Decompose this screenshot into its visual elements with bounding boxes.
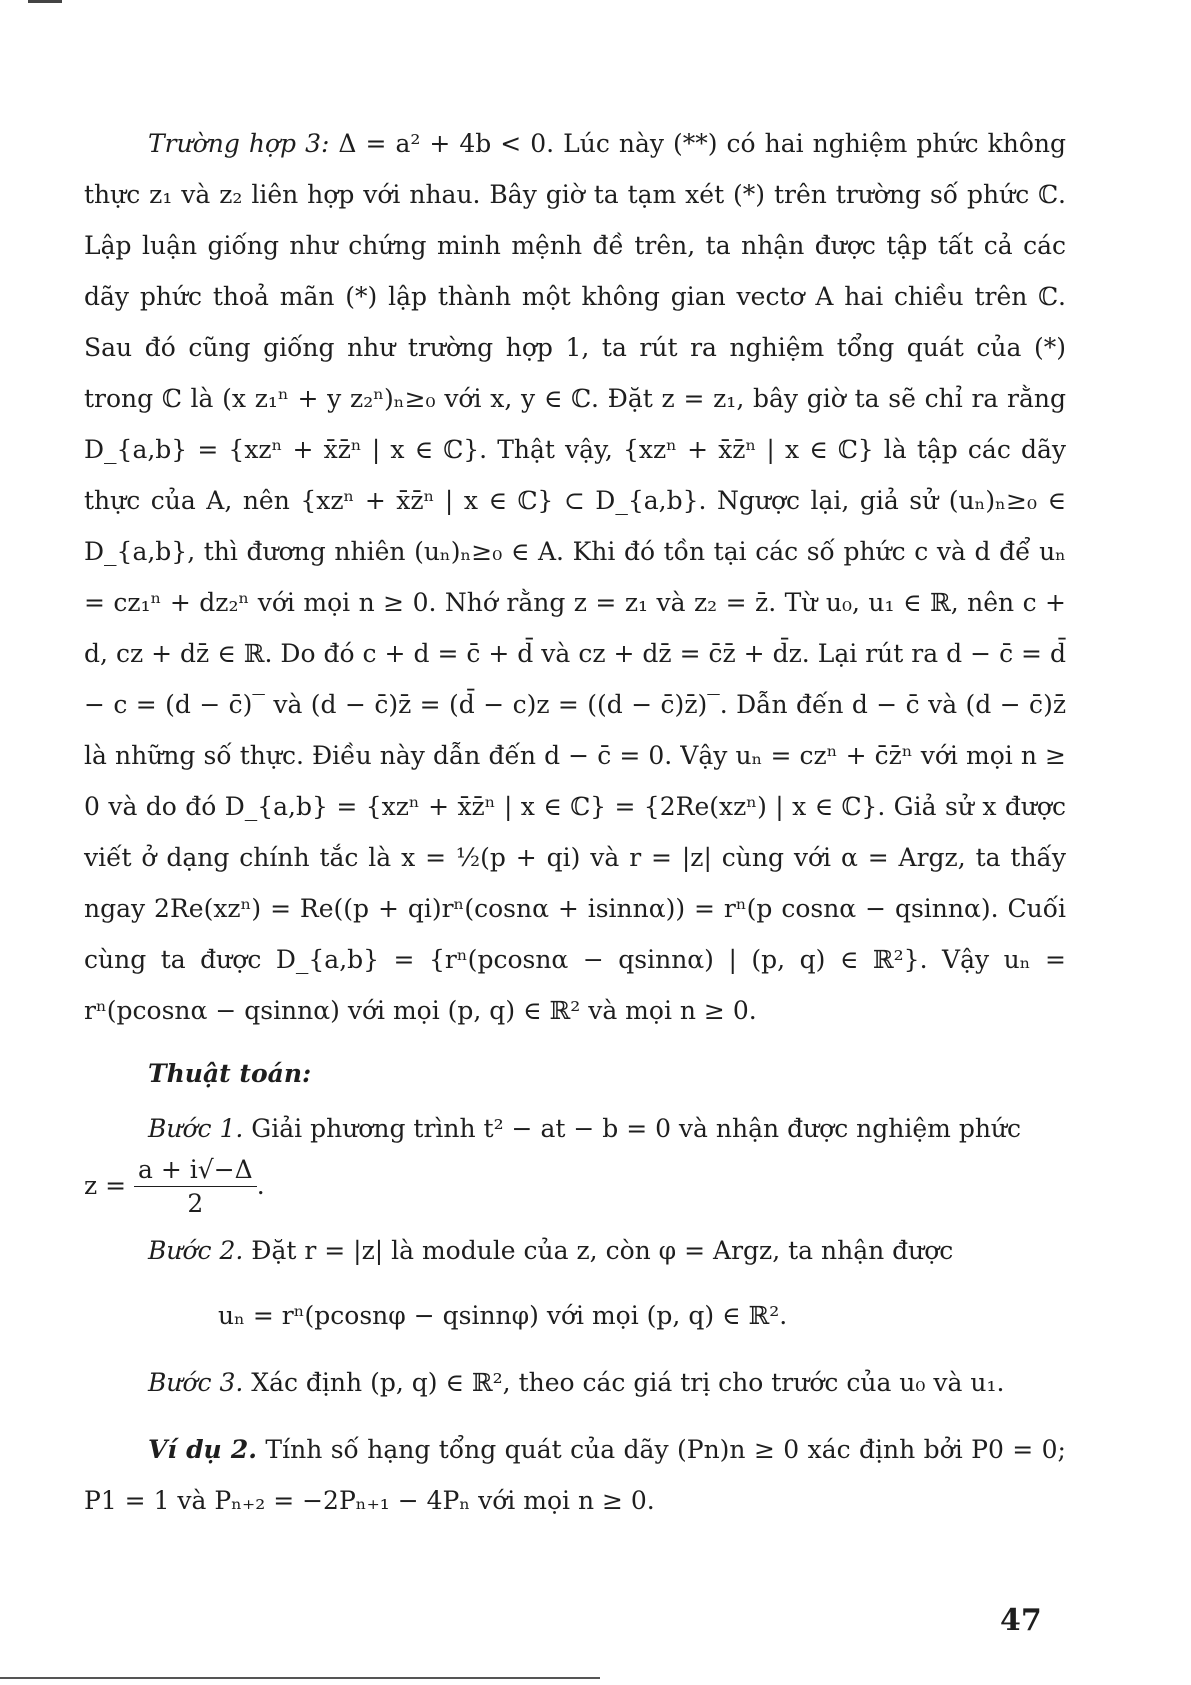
step2-text: Đặt r = |z| là module của z, còn φ = Argz, ta nhận được [243, 1236, 954, 1265]
example-text: Tính số hạng tổng quát của dãy (Pn)n ≥ 0 xác định bởi P0 = 0; P1 = 1 và Pₙ₊₂ = −2Pₙ₊₁ − 4Pₙ với mọi n ≥ 0. [84, 1435, 1066, 1515]
scan-corner-mark [28, 0, 62, 3]
step1-text: Giải phương trình t² − at − b = 0 và nhận được nghiệm phức [243, 1114, 1022, 1143]
step3-text: Xác định (p, q) ∈ ℝ², theo các giá trị cho trước của u₀ và u₁. [243, 1368, 1005, 1397]
case3-text: Δ = a² + 4b < 0. Lúc này (**) có hai nghiệm phức không thực z₁ và z₂ liên hợp với nhau. Bây giờ ta tạm xét (*) trên trường số phức ℂ. Lập luận giống như chứng minh mệnh đề trên, ta nhận được tập tất cả các dãy phức thoả mãn (*) lập thành một không gian vectơ A hai chiều trên ℂ. Sau đó cũng giống như trường hợp 1, ta rút ra nghiệm tổng quát của (*) trong ℂ là (x z₁ⁿ + y z₂ⁿ)ₙ≥₀ với x, y ∈ ℂ. Đặt z = z₁, bây giờ ta sẽ chỉ ra rằng D_{a,b} = {xzⁿ + x̄z̄ⁿ | x ∈ ℂ}. Thật vậy, {xzⁿ + x̄z̄ⁿ | x ∈ ℂ} là tập các dãy thực của A, nên {xzⁿ + x̄z̄ⁿ | x ∈ ℂ} ⊂ D_{a,b}. Ngược lại, giả sử (uₙ)ₙ≥₀ ∈ D_{a,b}, thì đương nhiên (uₙ)ₙ≥₀ ∈ A. Khi đó tồn tại các số phức c và d để uₙ = cz₁ⁿ + dz₂ⁿ với mọi n ≥ 0. Nhớ rằng z = z₁ và z₂ = z̄. Từ u₀, u₁ ∈ ℝ, nên c + d, cz + dz̄ ∈ ℝ. Do đó c + d = c̄ + d̄ và cz + dz̄ = c̄z̄ + d̄z. Lại rút ra d − c̄ = d̄ − c = (d − c̄)‾ và (d − c̄)z̄ = (d̄ − c)z = ((d − c̄)z̄)‾. Dẫn đến d − c̄ và (d − c̄)z̄ là những số thực. Điều này dẫn đến d − c̄ = 0. Vậy uₙ = czⁿ + c̄z̄ⁿ với mọi n ≥ 0 và do đó D_{a,b} = {xzⁿ + x̄z̄ⁿ | x ∈ ℂ} = {2Re(xzⁿ) | x ∈ ℂ}. Giả sử x được viết ở dạng chính tắc là x = ½(p + qi) và r = |z| cùng với α = Argz, ta thấy ngay 2Re(xzⁿ) = Re((p + qi)rⁿ(cosnα + isinnα)) = rⁿ(p cosnα − qsinnα). Cuối cùng ta được D_{a,b} = {rⁿ(pcosnα − qsinnα) | (p, q) ∈ ℝ²}. Vậy uₙ = rⁿ(pcosnα − qsinnα) với mọi (p, q) ∈ ℝ² và mọi n ≥ 0. [84, 129, 1066, 1025]
case3-paragraph [84, 118, 1066, 1036]
step1-formula-lhs: z = [84, 1171, 127, 1200]
step3-label: Bước 3. [148, 1368, 244, 1397]
page-number: 47 [1000, 1603, 1042, 1638]
step1-formula-end: . [256, 1171, 265, 1200]
example-paragraph [84, 1424, 1066, 1526]
step1-fraction-numerator: a + i√−Δ [134, 1154, 257, 1187]
step2-paragraph [84, 1225, 1066, 1276]
page-body [84, 118, 1066, 1526]
algorithm-title: Thuật toán: [148, 1059, 312, 1088]
step1-fraction-denominator: 2 [187, 1189, 204, 1218]
step1-paragraph [84, 1103, 1066, 1154]
example-label: Ví dụ 2. [148, 1435, 257, 1464]
bottom-rule [0, 1677, 600, 1679]
step2-label: Bước 2. [148, 1236, 244, 1265]
step1-label: Bước 1. [148, 1114, 244, 1143]
step3-paragraph [84, 1357, 1066, 1408]
case3-label: Trường hợp 3: [148, 129, 330, 158]
algorithm-heading [84, 1048, 1066, 1099]
step2-formula: uₙ = rⁿ(pcosnφ − qsinnφ) với mọi (p, q) ∈ ℝ². [218, 1301, 788, 1330]
step1-fraction [134, 1154, 257, 1221]
step1-formula [84, 1154, 1066, 1221]
